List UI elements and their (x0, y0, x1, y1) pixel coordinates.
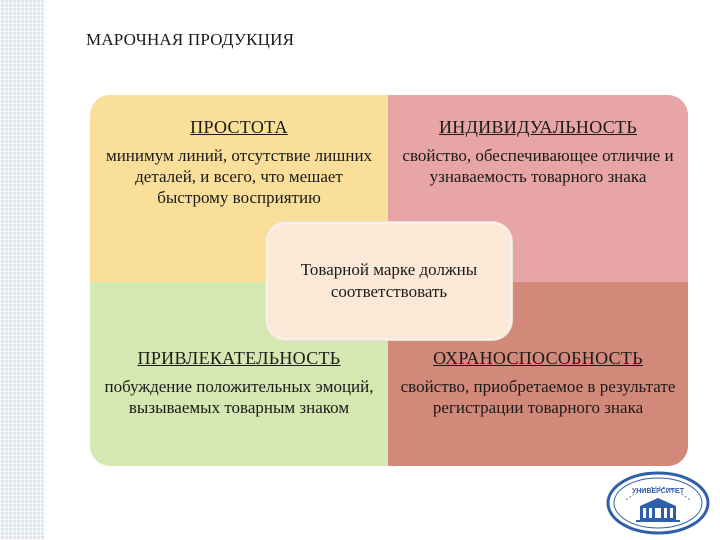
page-title: МАРОЧНАЯ ПРОДУКЦИЯ (86, 30, 295, 49)
quadrant-title: ИНДИВИДУАЛЬНОСТЬ (439, 117, 637, 137)
quadrant-text: свойство, приобретаемое в результате регистрации товарного знака (400, 377, 676, 417)
decorative-side-strip (0, 0, 44, 540)
university-logo-icon (604, 470, 712, 536)
quadrant-text: минимум линий, отсутствие лишних деталей, и всего, что мешает быстрому восприятию (105, 146, 373, 207)
quadrant-title: ОХРАНОСПОСОБНОСТЬ (433, 348, 643, 368)
quadrant-title: ПРИВЛЕКАТЕЛЬНОСТЬ (137, 348, 341, 368)
quadrant-title: ПРОСТОТА (190, 117, 288, 137)
center-box (266, 222, 512, 340)
quadrant-text: побуждение положительных эмоций, вызываемых товарным знаком (104, 377, 374, 417)
quadrant-text: свойство, обеспечивающее отличие и узнаваемость товарного знака (402, 146, 674, 186)
center-text: Товарной марке должны соответствовать (300, 260, 478, 301)
logo-text: УНИВЕРСИТЕТ (632, 488, 684, 495)
